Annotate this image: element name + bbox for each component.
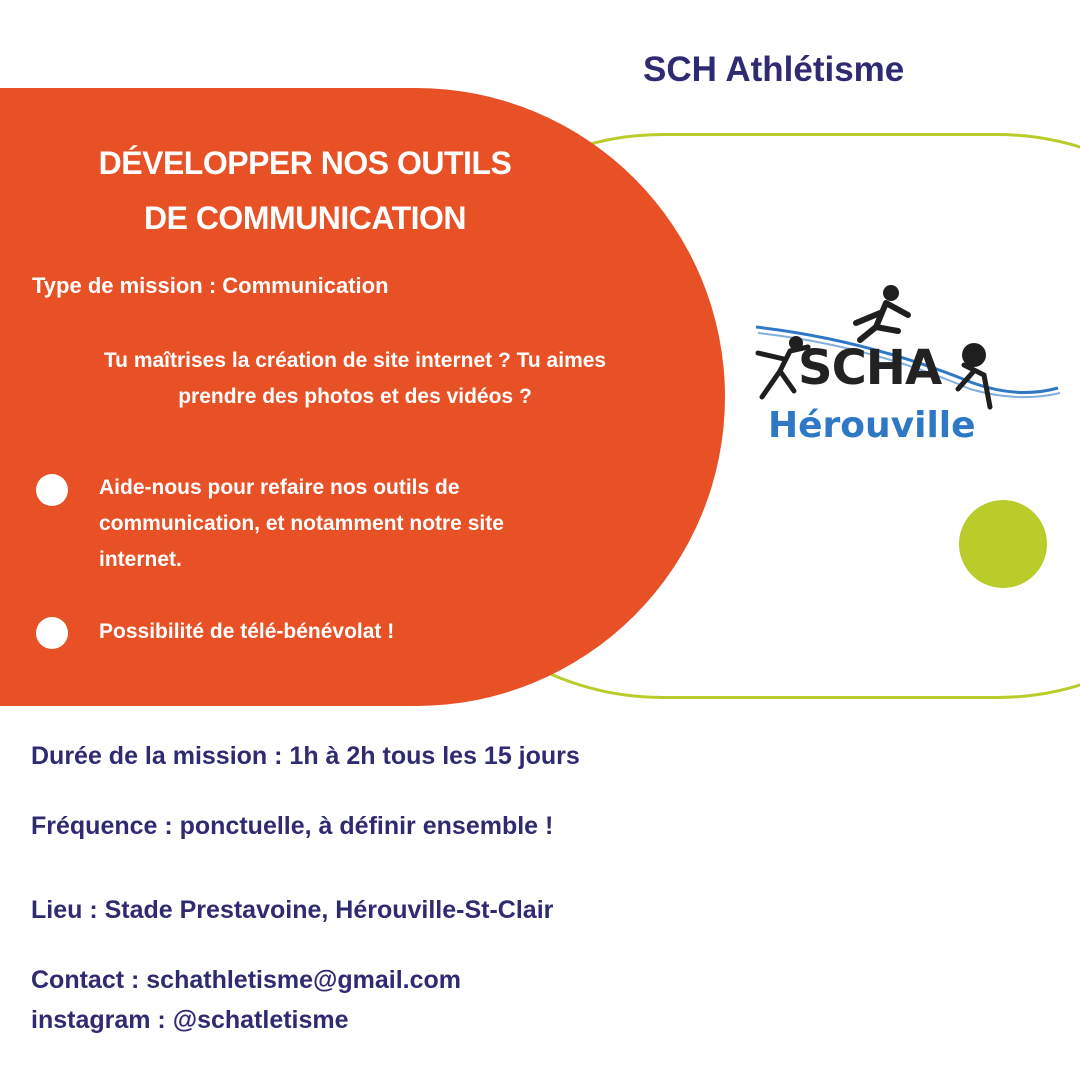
bullet-1-line: internet. bbox=[99, 548, 182, 571]
contact-email[interactable]: Contact : schathletisme@gmail.com bbox=[31, 966, 462, 994]
logo-city: Hérouville bbox=[768, 405, 976, 446]
green-decorative-dot bbox=[959, 500, 1047, 588]
mission-title-line1: DÉVELOPPER NOS OUTILS bbox=[98, 145, 512, 181]
intro-line2: prendre des photos et des vidéos ? bbox=[178, 385, 532, 408]
instagram-handle[interactable]: instagram : @schatletisme bbox=[31, 1006, 349, 1034]
intro-line1: Tu maîtrises la création de site internet ? Tu aimes bbox=[103, 349, 607, 372]
mission-duration: Durée de la mission : 1h à 2h tous les 15 jours bbox=[31, 742, 580, 770]
mission-location: Lieu : Stade Prestavoine, Hérouville-St-Clair bbox=[31, 896, 554, 924]
mission-frequency: Fréquence : ponctuelle, à définir ensemble ! bbox=[31, 812, 554, 840]
bullet-dot-icon bbox=[36, 474, 68, 506]
bullet-text-2 bbox=[99, 614, 639, 650]
header-title: SCH Athlétisme bbox=[643, 50, 905, 89]
bullet-text-1 bbox=[99, 470, 639, 578]
mission-title-line2: DE COMMUNICATION bbox=[143, 200, 467, 236]
bullet-dot-icon bbox=[36, 617, 68, 649]
bullet-2-line: Possibilité de télé-bénévolat ! bbox=[99, 620, 395, 643]
scha-herouville-logo bbox=[738, 285, 1063, 455]
logo-name: SCHA bbox=[798, 340, 942, 396]
bullet-1-line: Aide-nous pour refaire nos outils de bbox=[99, 476, 460, 499]
bullet-1-line: communication, et notamment notre site bbox=[99, 512, 504, 535]
mission-type: Type de mission : Communication bbox=[32, 273, 389, 298]
